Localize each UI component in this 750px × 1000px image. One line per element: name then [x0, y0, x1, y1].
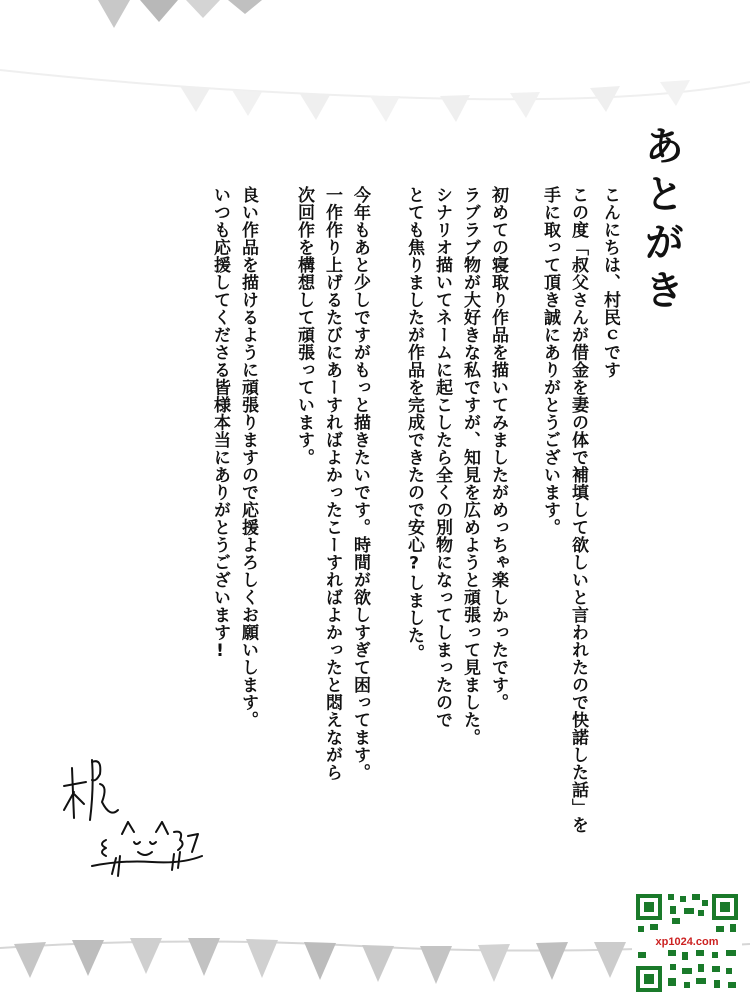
impression-line-1: 初めての寝取り作品を描いてみましたがめっちゃ楽しかったです。 [488, 186, 508, 711]
future-line-2: 一作作り上げるたびにあーすればよかったこーすればよかったと悶えながら [322, 186, 342, 781]
impression-line-2: ラブラブ物が大好きな私ですが、知見を広めようと頑張って見ました。 [460, 186, 480, 746]
future-line-1: 今年もあと少しですがもっと描きたいです。時間が欲しすぎて困ってます。 [350, 186, 370, 781]
faint-bunting-decoration [0, 62, 750, 132]
greeting-line: こんにちは、村民ｃです [600, 186, 620, 379]
impression-line-4: とても焦りましたが作品を完成できたので安心?しました。 [404, 186, 424, 662]
future-line-3: 次回作を構想して頑張っています。 [294, 186, 314, 466]
handwritten-signature [62, 748, 212, 888]
thanks-line-2: 手に取って頂き誠にありがとうございます。 [540, 186, 560, 536]
watermark-text: xp1024.com [655, 936, 719, 948]
page-title: あとがき [638, 125, 685, 317]
closing-line-2: いつも応援してくださる皆様本当にありがとうございます! [210, 186, 230, 662]
impression-line-3: シナリオ描いてネームに起こしたら全くの別物になってしまったので [432, 186, 452, 729]
watermark-qr-badge [632, 890, 742, 996]
top-bunting-decoration [0, 0, 750, 40]
thanks-line-1: この度「叔父さんが借金を妻の体で補填して欲しいと言われたので快諾した話」を [568, 186, 588, 834]
closing-line-1: 良い作品を描けるように頑張りますので応援よろしくお願いします。 [238, 186, 258, 729]
